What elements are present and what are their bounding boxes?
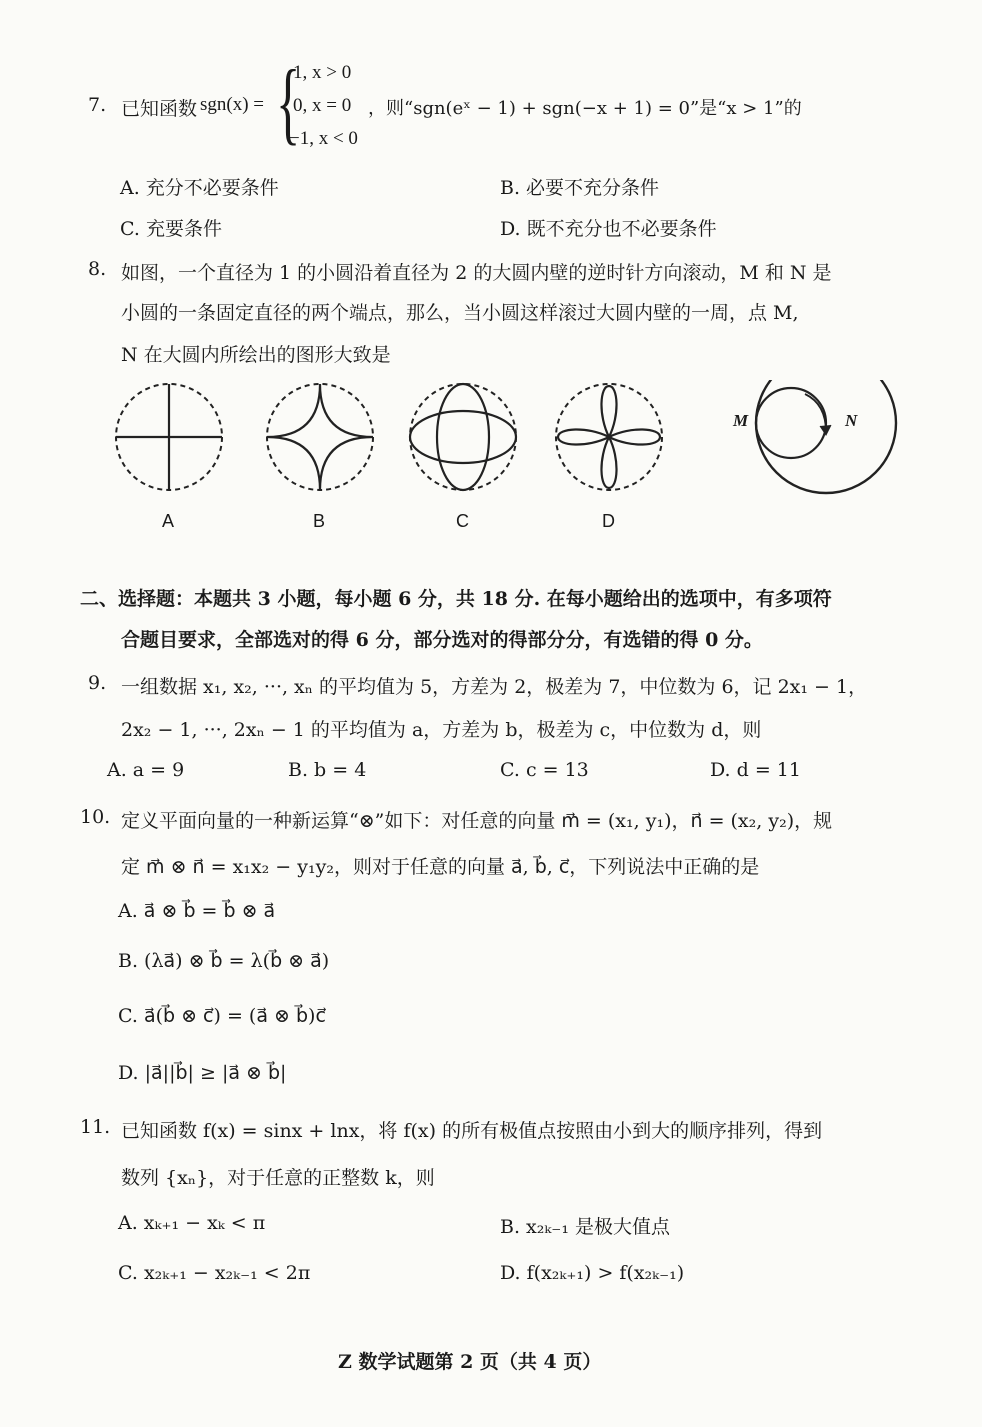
q10-option-b[interactable]: B. (λa⃗) ⊗ b⃗ = λ(b⃗ ⊗ a⃗) xyxy=(118,950,330,972)
q7-option-c[interactable]: C. 充要条件 xyxy=(120,218,222,240)
q7-case-3: −1, x < 0 xyxy=(289,128,358,149)
figure-option-d[interactable] xyxy=(556,384,662,490)
q10-option-a[interactable]: A. a⃗ ⊗ b⃗ = b⃗ ⊗ a⃗ xyxy=(118,900,276,922)
q7-stem-suffix: ，则“sgn(eˣ − 1) + sgn(−x + 1) = 0”是“x > 1”的 xyxy=(368,98,802,119)
figure-label-c: C xyxy=(456,511,469,531)
q7-case-1: 1, x > 0 xyxy=(293,62,352,83)
label-point-m: M xyxy=(733,411,749,430)
q9-option-a[interactable]: A. a = 9 xyxy=(107,759,185,781)
page-footer: Z 数学试题第 2 页（共 4 页） xyxy=(338,1351,602,1373)
q7-function-name: sgn(x) = xyxy=(200,94,265,115)
q7-brace: { xyxy=(276,51,301,153)
q9-line-2: 2x₂ − 1, ···, 2xₙ − 1 的平均值为 a，方差为 b，极差为 c，中位数为 d，则 xyxy=(121,719,762,741)
section-2-heading-line-2: 合题目要求，全部选对的得 6 分，部分选对的得部分分，有选错的得 0 分。 xyxy=(121,629,763,651)
q7-number: 7. xyxy=(88,94,107,116)
q7-case-2: 0, x = 0 xyxy=(293,95,352,116)
q9-number: 9. xyxy=(88,672,107,694)
rolling-circle-illustration xyxy=(756,380,896,493)
q10-line-1: 定义平面向量的一种新运算“⊗”如下：对任意的向量 m⃗ = (x₁, y₁)，n⃗ = (x₂, y₂)，规 xyxy=(121,810,833,832)
q7-option-a[interactable]: A. 充分不必要条件 xyxy=(120,177,279,199)
q9-option-d[interactable]: D. d = 11 xyxy=(710,759,801,781)
q8-line-1: 如图，一个直径为 1 的小圆沿着直径为 2 的大圆内壁的逆时针方向滚动，M 和 N 是 xyxy=(121,262,832,284)
q8-number: 8. xyxy=(88,258,107,280)
figure-label-b: B xyxy=(313,511,326,531)
section-2-heading-line-1: 二、选择题：本题共 3 小题，每小题 6 分，共 18 分. 在每小题给出的选项中，有多项符 xyxy=(80,588,832,610)
q11-option-a[interactable]: A. xₖ₊₁ − xₖ < π xyxy=(118,1212,266,1234)
figure-label-d: D xyxy=(602,511,615,531)
q10-option-d[interactable]: D. |a⃗||b⃗| ≥ |a⃗ ⊗ b⃗| xyxy=(118,1062,287,1084)
q11-option-d[interactable]: D. f(x₂ₖ₊₁) > f(x₂ₖ₋₁) xyxy=(500,1262,685,1284)
q11-line-1: 已知函数 f(x) = sinx + lnx，将 f(x) 的所有极值点按照由小到大的顺序排列，得到 xyxy=(121,1120,823,1142)
q7-option-d[interactable]: D. 既不充分也不必要条件 xyxy=(500,218,717,240)
q8-line-3: N 在大圆内所绘出的图形大致是 xyxy=(121,344,391,366)
q10-option-c[interactable]: C. a⃗(b⃗ ⊗ c⃗) = (a⃗ ⊗ b⃗)c⃗ xyxy=(118,1005,326,1027)
q9-line-1: 一组数据 x₁, x₂, ···, xₙ 的平均值为 5，方差为 2，极差为 7，中位数为 6，记 2x₁ − 1， xyxy=(121,676,868,698)
q7-stem-prefix: 已知函数 xyxy=(121,98,198,120)
figure-option-c[interactable] xyxy=(410,384,516,490)
q7-option-b[interactable]: B. 必要不充分条件 xyxy=(500,177,660,199)
q9-option-b[interactable]: B. b = 4 xyxy=(288,759,367,781)
q8-line-2: 小圆的一条固定直径的两个端点，那么，当小圆这样滚过大圆内壁的一周，点 M, xyxy=(121,302,799,324)
figure-option-b[interactable] xyxy=(267,384,373,490)
label-point-n: N xyxy=(845,411,858,430)
q11-option-b[interactable]: B. x₂ₖ₋₁ 是极大值点 xyxy=(500,1216,670,1238)
figure-option-a[interactable] xyxy=(116,384,222,490)
q9-option-c[interactable]: C. c = 13 xyxy=(500,759,589,781)
q10-line-2: 定 m⃗ ⊗ n⃗ = x₁x₂ − y₁y₂，则对于任意的向量 a⃗, b⃗, c⃗，下列说法中正确的是 xyxy=(121,856,760,878)
q10-number: 10. xyxy=(80,806,111,828)
q11-number: 11. xyxy=(80,1116,111,1138)
q11-option-c[interactable]: C. x₂ₖ₊₁ − x₂ₖ₋₁ < 2π xyxy=(118,1262,311,1284)
figure-label-a: A xyxy=(162,511,175,531)
q8-figures xyxy=(0,380,982,550)
q11-line-2: 数列 {xₙ}，对于任意的正整数 k，则 xyxy=(121,1167,435,1189)
